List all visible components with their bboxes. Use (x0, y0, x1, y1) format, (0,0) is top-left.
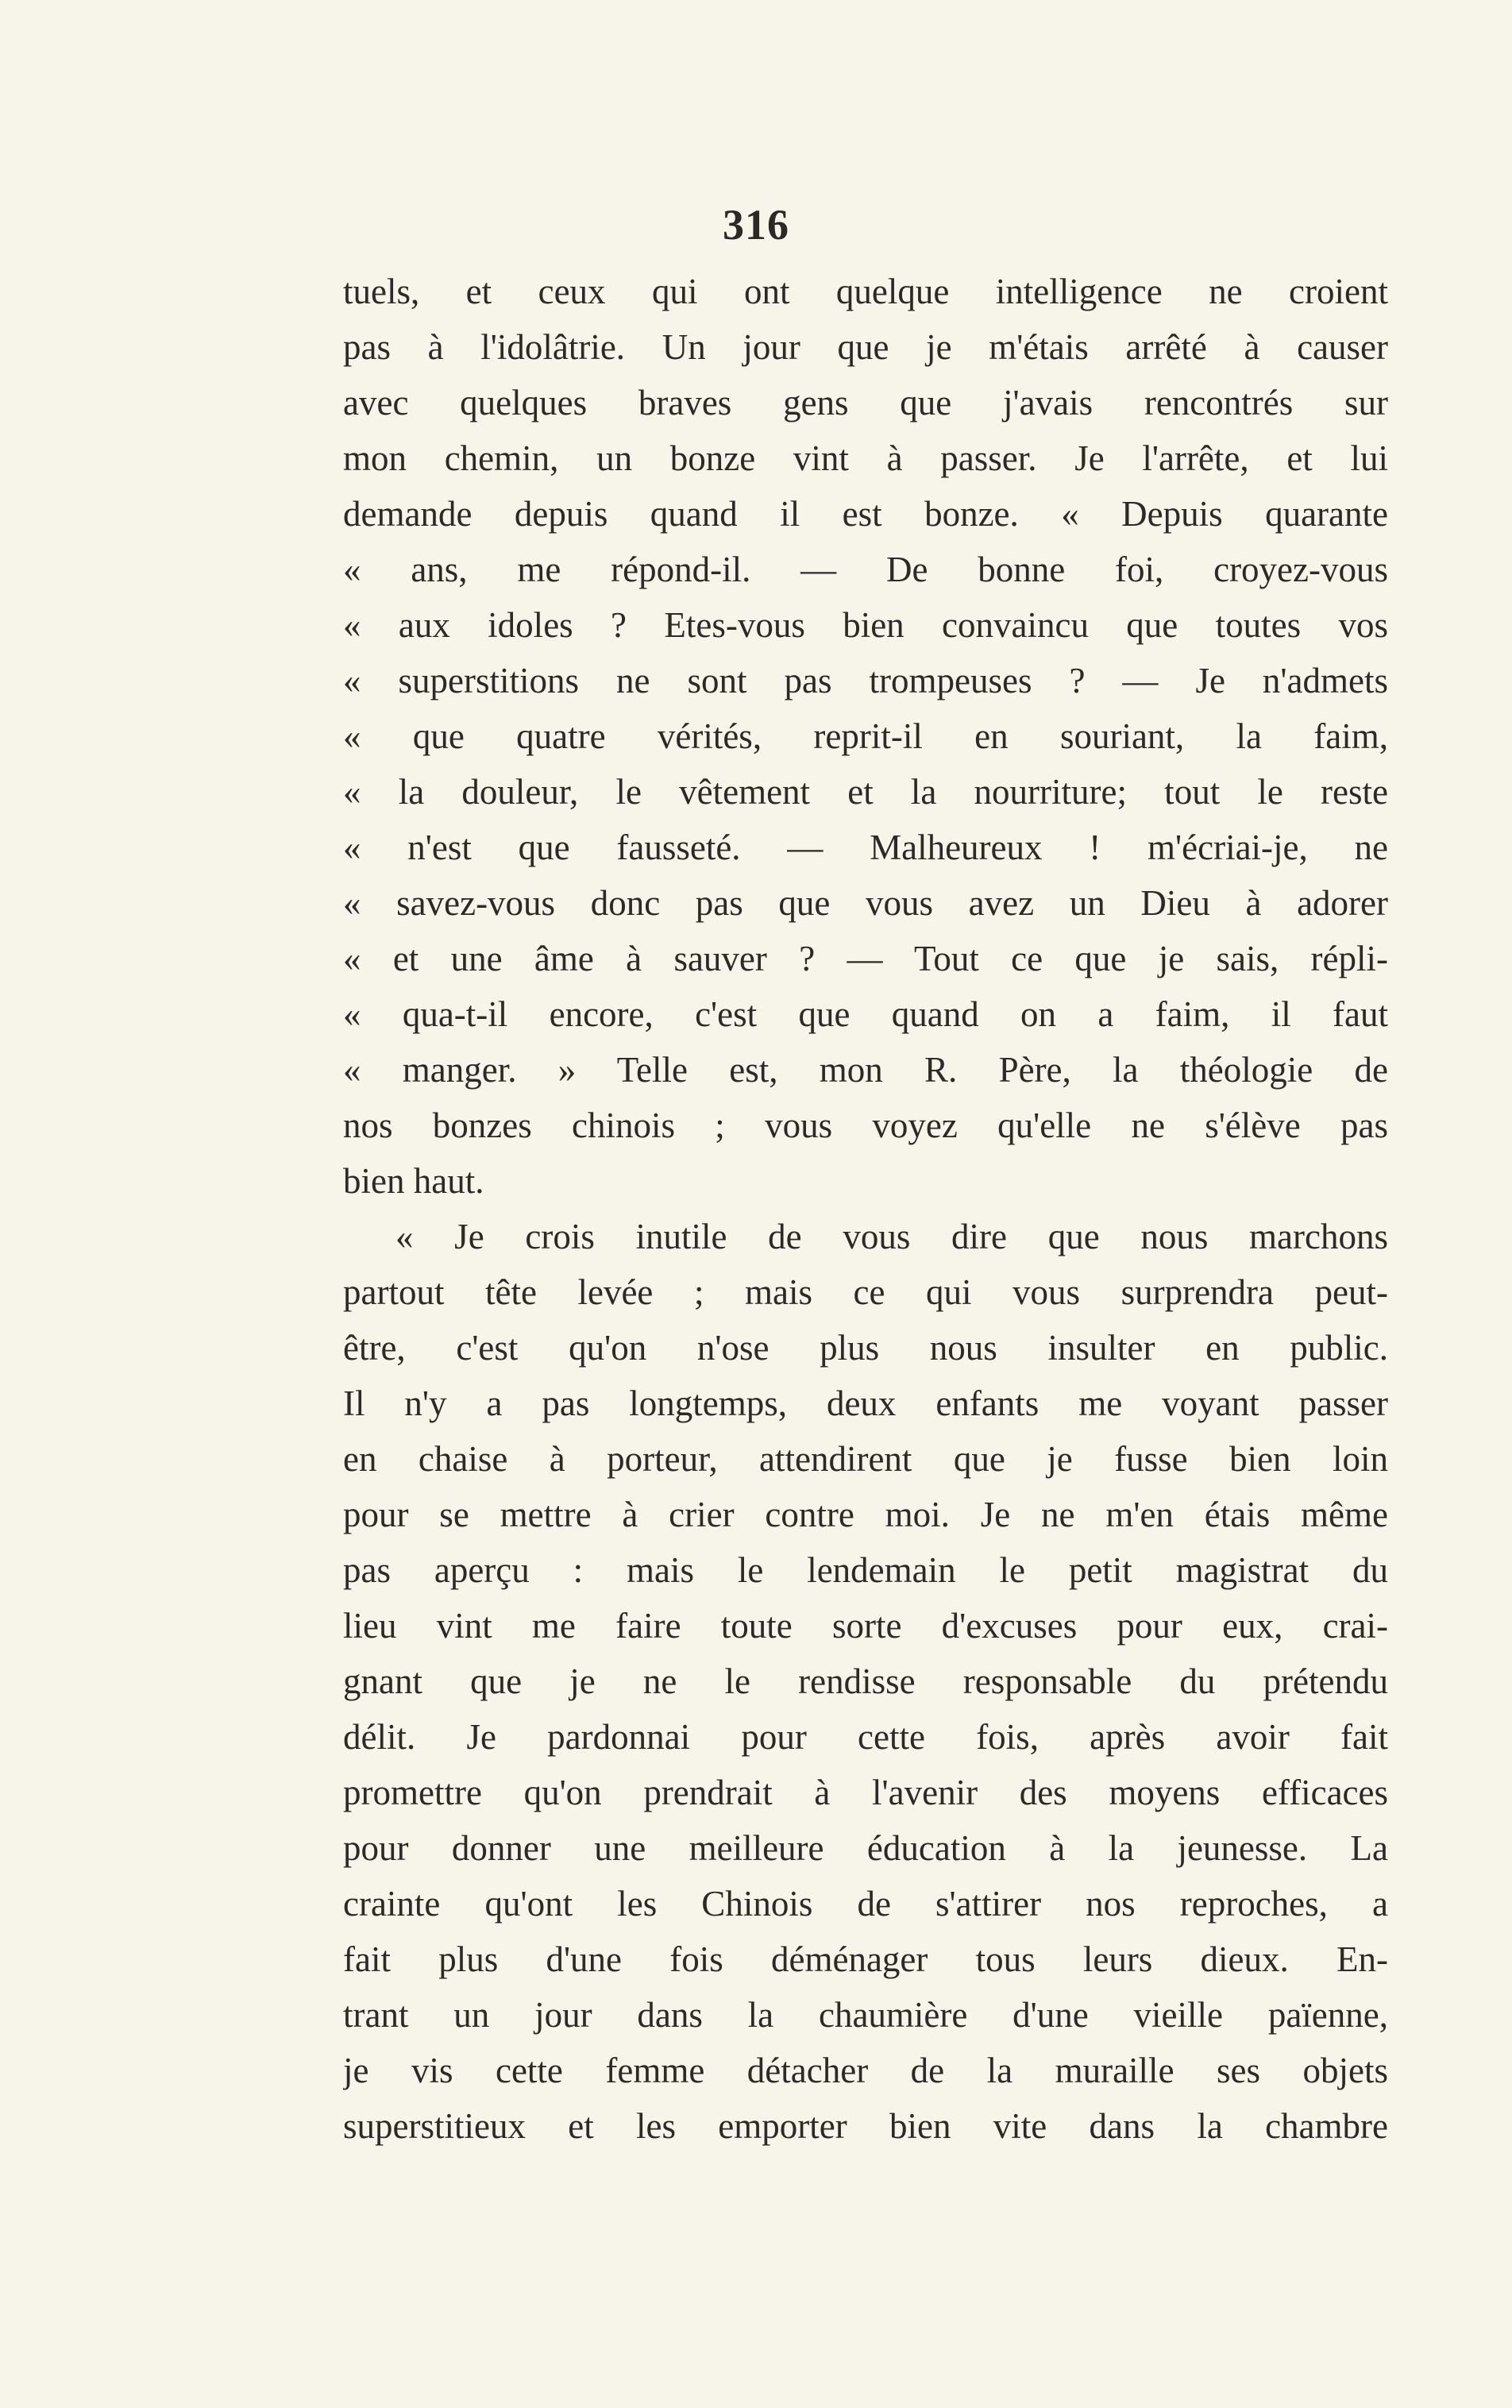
text-line-6: « ans, me répond-il. — De bonne foi, croyez-vous (343, 550, 1388, 589)
text-line-34: superstitieux et les emporter bien vite dans la chambre (343, 2106, 1388, 2146)
text-line-19: partout tête levée ; mais ce qui vous surprendra peut- (343, 1272, 1388, 1312)
text-line-7: « aux idoles ? Etes-vous bien convaincu que toutes vos (343, 605, 1388, 645)
text-line-5: demande depuis quand il est bonze. « Depuis quarante (343, 494, 1388, 534)
text-line-30: crainte qu'ont les Chinois de s'attirer nos reproches, a (343, 1884, 1388, 1924)
text-line-20: être, c'est qu'on n'ose plus nous insulter en public. (343, 1328, 1388, 1368)
text-line-3: avec quelques braves gens que j'avais rencontrés sur (343, 383, 1388, 423)
text-line-22: en chaise à porteur, attendirent que je fusse bien loin (343, 1439, 1388, 1479)
text-line-16: nos bonzes chinois ; vous voyez qu'elle ne s'élève pas (343, 1106, 1388, 1145)
text-line-28: promettre qu'on prendrait à l'avenir des moyens efficaces (343, 1773, 1388, 1812)
text-line-10: « la douleur, le vêtement et la nourriture; tout le reste (343, 772, 1388, 812)
text-line-9: « que quatre vérités, reprit-il en souriant, la faim, (343, 716, 1388, 756)
text-line-25: lieu vint me faire toute sorte d'excuses pour eux, crai- (343, 1606, 1388, 1646)
text-line-33: je vis cette femme détacher de la muraille ses objets (343, 2051, 1388, 2090)
text-line-1: tuels, et ceux qui ont quelque intelligence ne croient (343, 272, 1388, 311)
text-line-23: pour se mettre à crier contre moi. Je ne m'en étais même (343, 1495, 1388, 1534)
text-line-21: Il n'y a pas longtemps, deux enfants me voyant passer (343, 1383, 1388, 1423)
text-line-27: délit. Je pardonnai pour cette fois, après avoir fait (343, 1717, 1388, 1757)
text-line-8: « superstitions ne sont pas trompeuses ? — Je n'admets (343, 661, 1388, 700)
text-line-18: « Je crois inutile de vous dire que nous marchons (395, 1217, 1388, 1256)
text-line-2: pas à l'idolâtrie. Un jour que je m'étais arrêté à causer (343, 327, 1388, 367)
text-line-4: mon chemin, un bonze vint à passer. Je l'arrête, et lui (343, 438, 1388, 478)
text-line-12: « savez-vous donc pas que vous avez un Dieu à adorer (343, 883, 1388, 923)
text-line-26: gnant que je ne le rendisse responsable du prétendu (343, 1661, 1388, 1701)
text-line-17: bien haut. (343, 1161, 484, 1201)
text-line-11: « n'est que fausseté. — Malheureux ! m'écriai-je, ne (343, 828, 1388, 867)
text-line-29: pour donner une meilleure éducation à la jeunesse. La (343, 1828, 1388, 1868)
text-line-24: pas aperçu : mais le lendemain le petit magistrat du (343, 1550, 1388, 1590)
text-line-15: « manger. » Telle est, mon R. Père, la théologie de (343, 1050, 1388, 1090)
body-text (343, 264, 1388, 2154)
text-line-14: « qua-t-il encore, c'est que quand on a faim, il faut (343, 994, 1388, 1034)
text-line-32: trant un jour dans la chaumière d'une vieille païenne, (343, 1995, 1388, 2035)
text-line-13: « et une âme à sauver ? — Tout ce que je sais, répli- (343, 939, 1388, 978)
page-number: 316 (723, 201, 789, 249)
text-line-31: fait plus d'une fois déménager tous leurs dieux. En- (343, 1939, 1388, 1979)
